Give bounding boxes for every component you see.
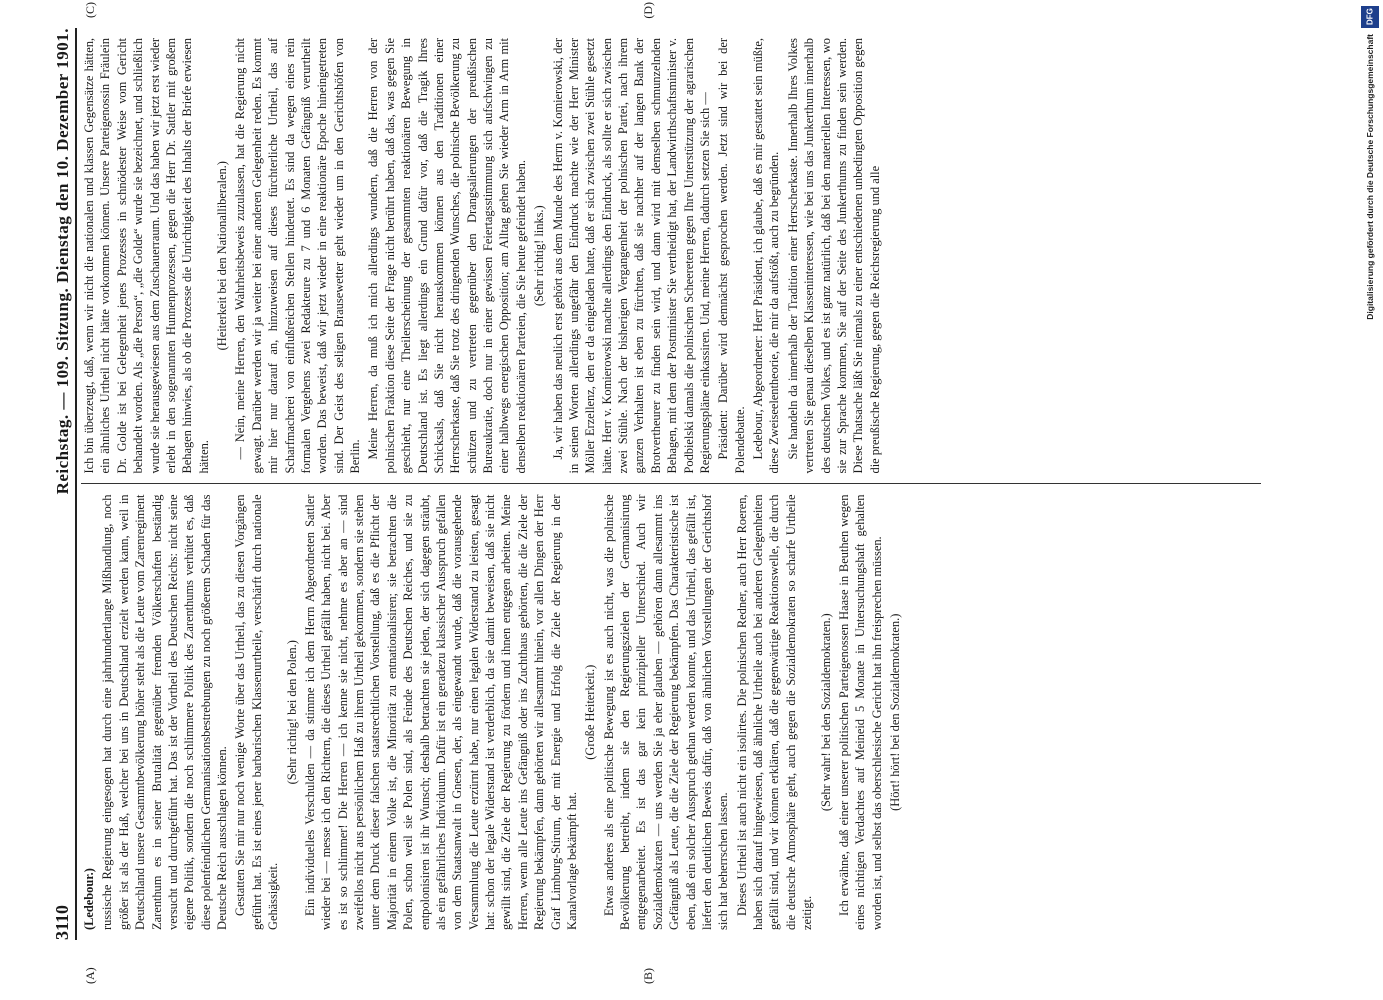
margin-marker-c: (C)	[83, 2, 97, 18]
paragraph: Gestatten Sie mir nur noch wenige Worte über das Urtheil, das zu diesen Vorgängen geführt hat. Es ist eines jener barbarischen Klassenurtheile, verschärft durch nationale Gehässigkeit.	[233, 494, 281, 930]
page-header	[52, 28, 77, 940]
paragraph: russische Regierung eingesogen hat durch eine jahrhundertlange Mißhandlung, noch größer ist als der Haß, welcher bei uns in Deutschland erzielt werden kann, weil in Deutschland unsere Gesammtbevölkerung höher steht als die Leute vom Zarenregiment Zarenthum es in seiner Brutalität gegenüber fremden Völkerschaften beständig versucht und durchgeführt hat. Das ist der Vortheil des Deutschen Reichs: nicht seine eigene Politik, sondern die noch schlimmere Politik des Zarenthums verhütet es, daß diese polenfeindlichen Germanisationsbestrebungen zu noch größerem Schaden für das Deutsche Reich ausschlagen können.	[100, 494, 229, 930]
paragraph: Dieses Urtheil ist auch nicht ein isolirtes. Die polnischen Redner, auch Herr Roeren, haben sich darauf hingewiesen, daß ähnliche Urtheile auch bei anderen Gelegenheiten gefällt sind, und wir können erklären, daß die gegenwärtige Reaktionswelle, die durch die deutsche Atmosphäre geht, auch gegen die Sozialdemokraten so scharfe Urtheile zeitigt.	[734, 494, 815, 930]
reaction: (Sehr richtig! bei den Polen.)	[284, 640, 299, 785]
page-number: 3110	[52, 904, 72, 940]
paragraph: Meine Herren, da muß ich mich allerdings wundern, daß die Herren von der polnischen Fraktion diese Seite der Frage nicht berührt haben, daß das, was gegen Sie geschieht, nur eine Theilerscheinung der gesammten reaktionären Bewegung in Deutschland ist. Es liegt allerdings ein Grund dafür vor, daß die Tragik Ihres Schicksals, daß Sie nicht herauskommen können aus den Traditionen einer Herrscherkaste, daß Sie trotz des dringenden Wunsches, die polnische Bevölkerung zu schützen und zu vertreten gegenüber den Drangsalierungen der preußischen Bureaukratie, doch nur in einer gewissen Feiertagsstimmung sich aufschwingen zu einer halbwegs energischen Opposition; am Alltag gehen Sie wieder Arm in Arm mit denselben reaktionären Parteien, die Sie heute gefeindet haben.	[366, 38, 528, 474]
left-column	[81, 485, 1261, 984]
paragraph: Ja, wir haben das neulich erst gehört aus dem Munde des Herrn v. Komierowski, der in seinen Worten allerdings ungefähr den Eindruck machte wie der Herr Minister Möller Erzellenz, den er da eingeladen hatte, daß er sich zwischen zwei Stühle gesetzt hätte. Herr v. Komierowski machte allerdings den Eindruck, als sollte er sich zwischen zwei Stühle. Nach der bisherigen Vergangenheit der polnischen Partei, nach ihrem ganzen Verhalten ist eben zu fürchten, daß sie nachher auf der langen Bank der Brotvertheurer zu finden sein wird, und dann wird mit demselben schmunzelnden Behagen, mit dem der Postminister Sie vertheidigt hat, der Landwirthschaftsminister v. Podbielski damals die polnischen Scheereten gegen Ihre Unterstützung der agrarischen Regierungspläne einkassiren. Und, meine Herren, dadurch setzen Sie sich —	[550, 38, 712, 474]
margin-marker-b: (B)	[641, 968, 655, 984]
reaction: (Heiterkeit bei den Nationalliberalen.)	[215, 161, 229, 351]
right-column	[81, 2, 1261, 485]
digitization-sidebar	[1359, 0, 1383, 1000]
paragraph: Ich bin überzeugt, daß, wenn wir nicht die nationalen und klassen Gegensätze hätten, ein ähnliches Urtheil nicht hätte vorkommen können. Unsere Parteigenossin Fräulein Dr. Golde ist bei Gelegenheit jenes Prozesses in schnödester Weise vom Gericht behandelt worden. Als „die Person“, „die Golde“ wurde sie bezeichnet, und schließlich wurde sie herausgewiesen aus dem Zuschauerraum. Und das haben wir jetzt erst wieder erlebt in den sogenannten Hunnenprozessen, gegen die Herr Dr. Sattler mit großem Behagen hinwies, als ob die Prozesse die Unrichtigkeit des Inhalts der Briefe erwiesen hätten.	[82, 38, 211, 474]
reaction: (Große Heiterkeit.)	[583, 664, 598, 760]
paragraph: Ein individuelles Verschulden — da stimme ich dem Herrn Abgeordneten Sattler wieder bei — messe ich den Richtern, die dieses Urtheil gefällt haben, nicht bei. Aber es ist so schlimmer! Die Herren — ich kenne sie nicht, nehme es aber an — sind zweifellos nicht aus persönlichem Haß zu ihrem Urtheil gekommen, sondern sie stehen unter dem Druck dieser falschen staatsrechtlichen Vorstellung, daß es die Pflicht der Majorität in einem Volke ist, die Minorität zu entnationalisiren; sie betrachten die Polen, schon weil sie Polen sind, als Feinde des Deutschen Reiches, und sie zu entpolonisiren ist ihr Wunsch; deshalb betrachten sie jeden, der sich dagegen sträubt, als ein gefährliches Individuum. Dafür ist ein geradezu klassischer Ausspruch gefallen von dem Staatsanwalt in Gnesen, der, als eingewandt wurde, daß die vorausgehende Versammlung die Leute erzürnt habe, nur einen legalen Widerstand zu leisten, gesagt hat: schon der legale Widerstand ist verderblich, da sie damit beweisen, daß sie nicht gewillt sind, die Ziele der Regierung zu fördern und ihnen entgegen arbeiten. Meine Herren, wenn alle Leute ins Gefängniß oder ins Zuchthaus gehörten, die die Ziele der Regierung bekämpfen, dann gehörten wir allesammt hinein, vor allen Dingen der Herr Graf Limburg-Stirum, der mit Energie und Erfolg die Ziele der Regierung in der Kanalvorlage bekämpft hat.	[302, 494, 579, 930]
paragraph: Ledebour, Abgeordneter: Herr Präsident, ich glaube, daß es mir gestattet sein müßte, diese Zweiseelentheorie, die mir da aufstößt, auch zu begründen.	[751, 38, 782, 474]
newspaper-page	[30, 0, 1330, 1000]
reaction: (Sehr richtig! links.)	[532, 205, 547, 307]
paragraph: Etwas anderes als eine politische Bewegung ist es auch nicht, was die polnische Bevölkerung betreibt, indem sie den Regierungszielen der Germanisirung entgegenarbeitet. Es ist das gar kein prinzipieller Unterschied. Auch wir Sozialdemokraten — uns werden Sie ja eher glauben — gehören dann allesammt ins Gefängniß als Leute, die die Ziele der Regierung bekämpfen. Das Charakteristische ist eben, daß ein solcher Ausspruch gethan werden konnte, und das Urtheil, das gefällt ist, liefert den deutlichen Beweis dafür, daß von ähnlichen Vorstellungen der Gerichtshof sich hat beherrschen lassen.	[601, 494, 731, 930]
reaction: (Hört! hört! bei den Sozialdemokraten.)	[888, 613, 902, 811]
speaker-label: (Ledebour.)	[82, 868, 96, 930]
margin-marker-a: (A)	[83, 967, 97, 984]
paragraph: Ich erwähne, daß einer unserer politischen Parteigenossen Haase in Beuthen wegen eines nichtigen Verdachtes auf Meineid 5 Monate in Untersuchungshaft gehalten worden ist, und selbst das oberschlesische Gericht hat ihn freisprechen müssen.	[836, 494, 884, 930]
page-title: Reichstag. — 109. Sitzung. Dienstag den 10. Dezember 1901.	[53, 28, 72, 495]
margin-marker-d: (D)	[641, 2, 655, 19]
digitization-credit: Digitalisierung gefördert durch die Deutsche Forschungsgemeinschaft	[1365, 34, 1375, 320]
paragraph: — Nein, meine Herren, den Wahrheitsbeweis zuzulassen, hat die Regierung nicht gewagt. Darüber werden wir ja weiter bei einer anderen Gelegenheit reden. Es kommt mir hier nur darauf an, hinzuweisen auf dieses fürchterliche Urtheil, das auf Scharfmacherei von einflußreichen Stellen hindeutet. Es sind da wegen eines rein formalen Vergehens zwei Redakteure zu 7 und 6 Monaten Gefängniß verurtheilt worden. Das beweist, daß wir jetzt wieder in eine reaktionäre Epoche hineingetreten sind. Der Geist des seligen Brausewetter geht wieder um in den Gerichtshöfen von Berlin.	[233, 38, 362, 474]
paragraph: Sie handeln da innerhalb der Tradition einer Herrscherkaste. Innerhalb Ihres Volkes vertreten Sie genau dieselben Klasseninteressen, wie bei uns das Junkerthum innerhalb des deutschen Volkes, und es ist ganz natürlich, daß bei den materiellen Interessen, wo sie zur Sprache kommen, Sie auf der Seite des Junkerthums zu finden sein werden. Diese Thatsache läßt Sie niemals zu einer entschiedenen unbedingten Opposition gegen die preußische Regierung, gegen die Reichsregierung und alle	[785, 38, 882, 474]
reaction: (Sehr wahr! bei den Sozialdemokraten.)	[818, 613, 833, 812]
paragraph: Präsident: Darüber wird demnächst gesprochen werden. Jetzt sind wir bei der Polendebatte.	[716, 38, 747, 474]
columns	[81, 2, 1261, 984]
dfg-logo: DFG	[1361, 6, 1379, 28]
